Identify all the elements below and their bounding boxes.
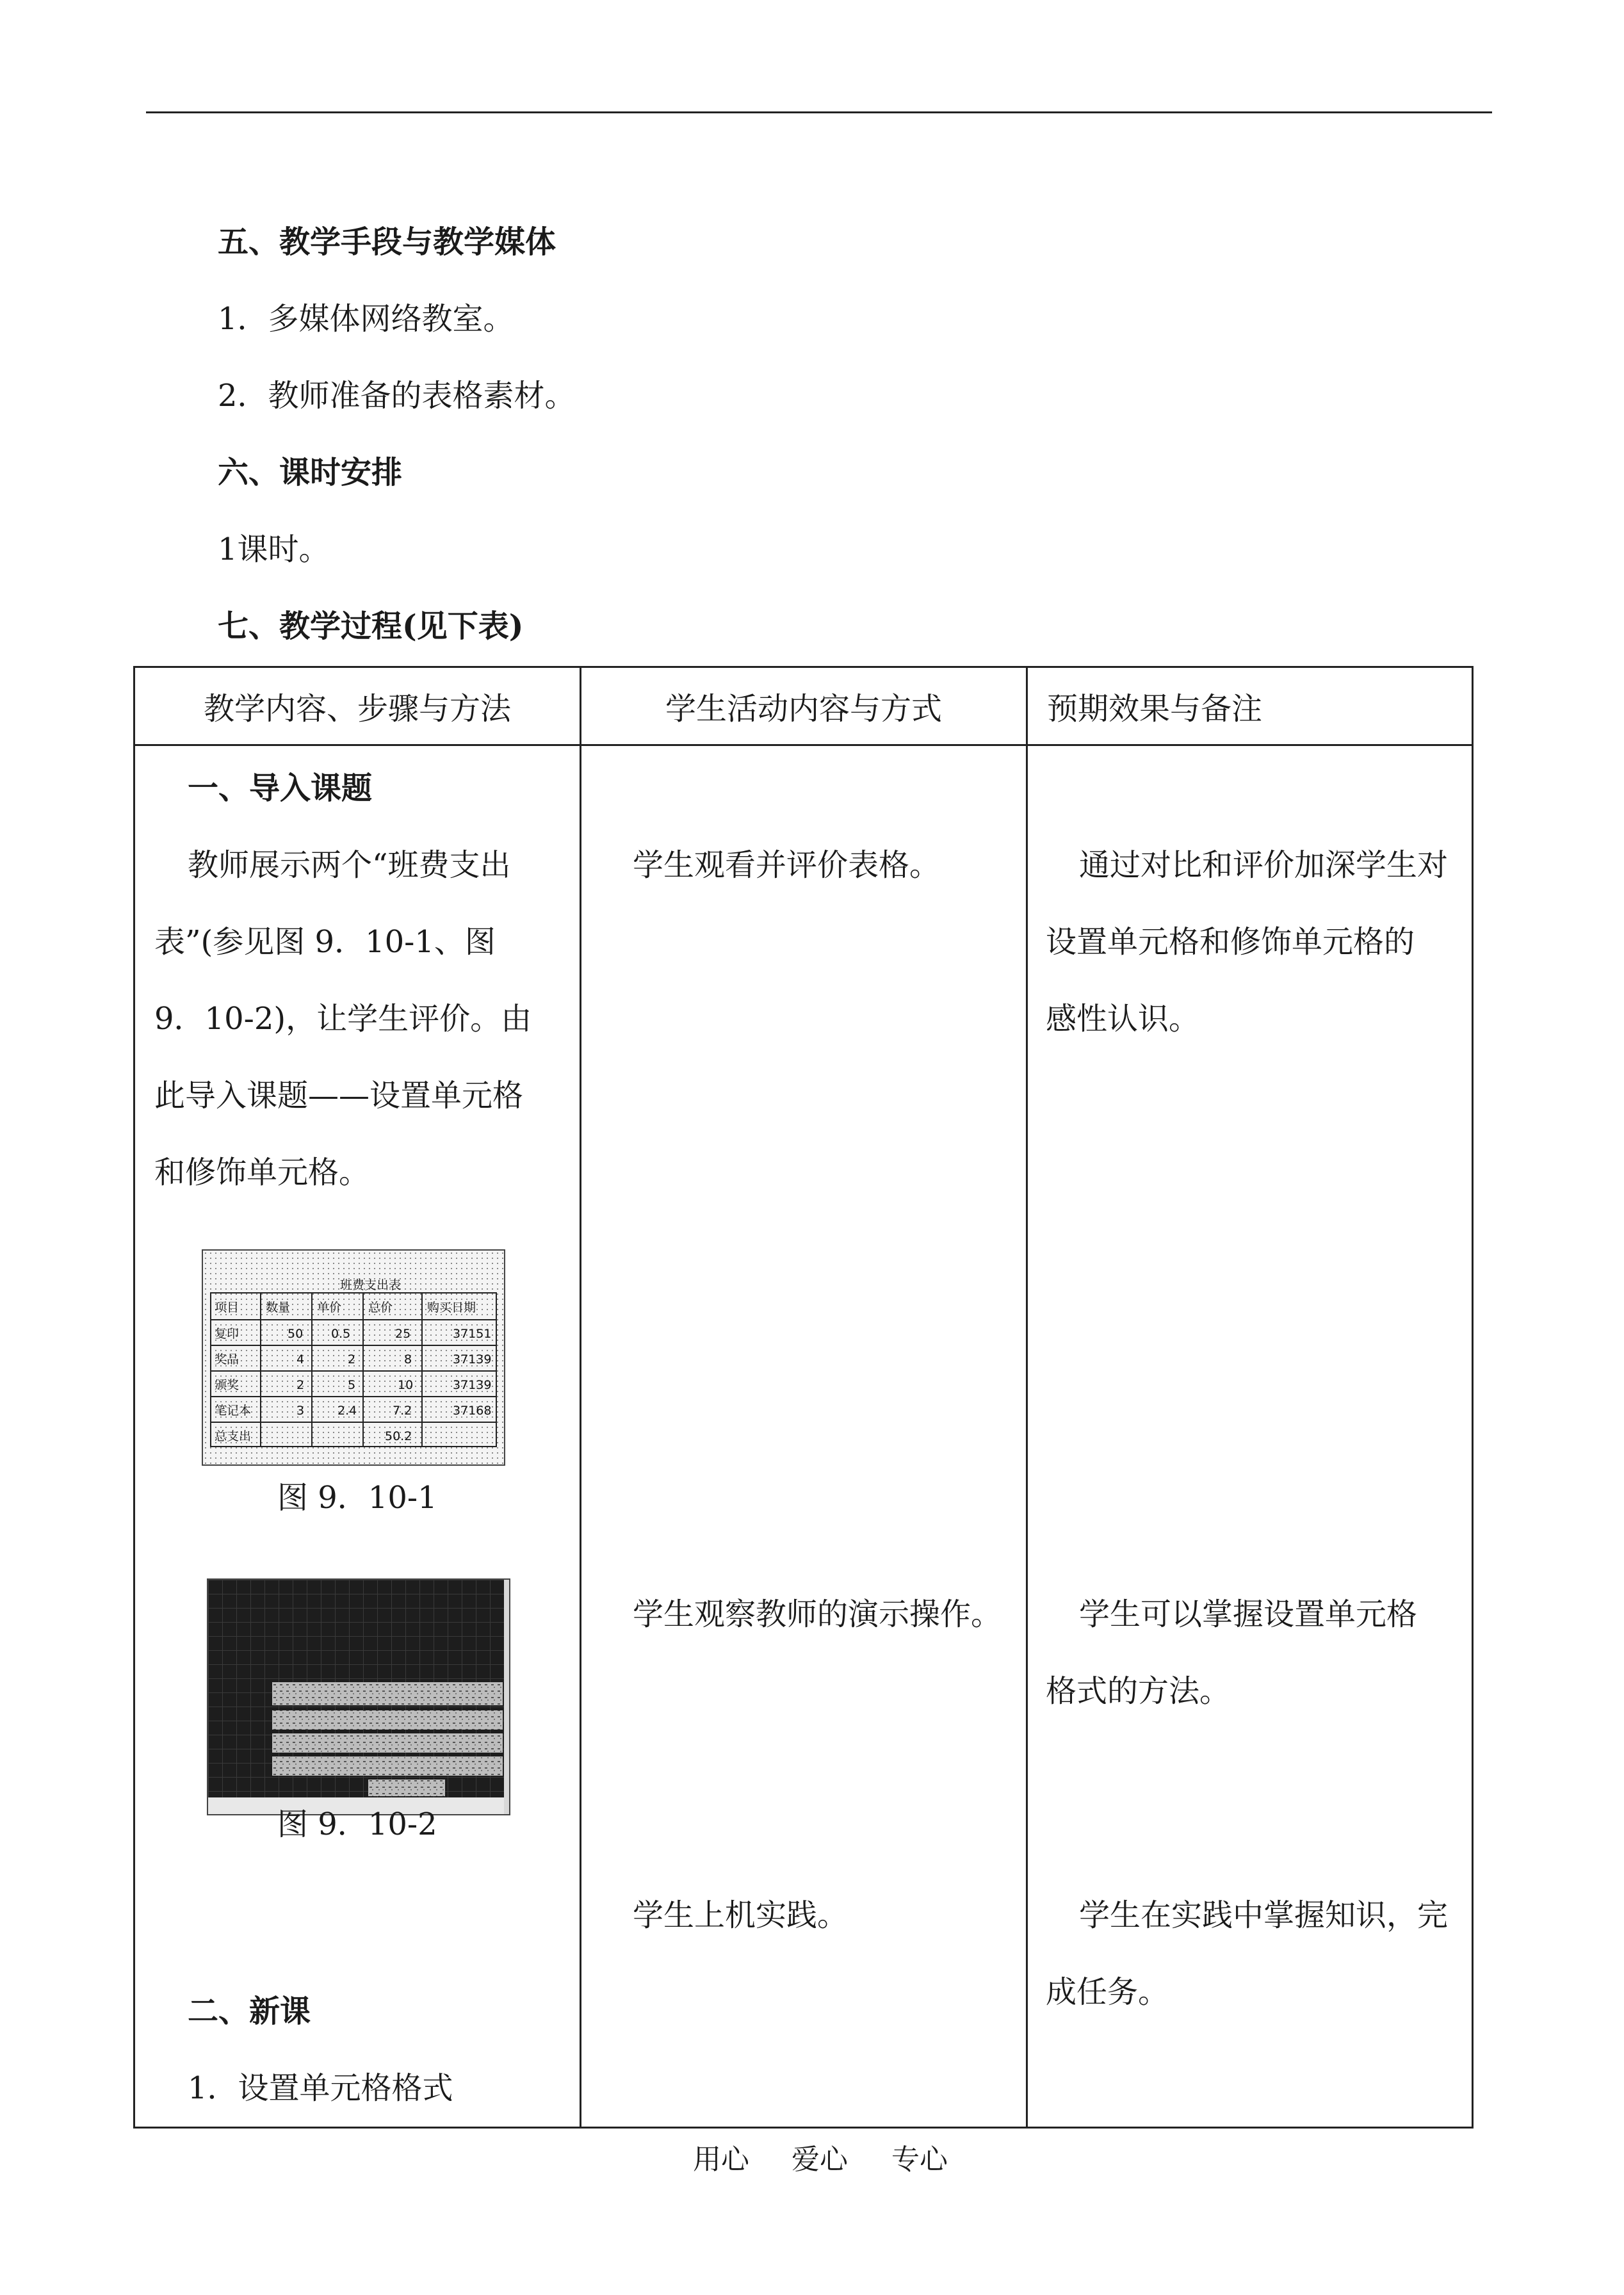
fig1-cell: 2.4: [337, 1404, 357, 1418]
fig1-col-header: 数量: [266, 1301, 291, 1315]
note-line: 感性认识。: [1046, 1001, 1200, 1037]
spreadsheet-formatted-graphic: [208, 1580, 509, 1814]
activity-1: 学生观看并评价表格。: [633, 847, 941, 883]
fig1-cell: 37151: [453, 1327, 492, 1341]
fig1-cell: 37139: [453, 1378, 492, 1392]
content-cell: [134, 745, 581, 2128]
col-header-content: 教学内容、步骤与方法: [134, 667, 581, 745]
fig1-cell: 笔记本: [215, 1404, 252, 1418]
figure-spreadsheet-formatted: [207, 1578, 510, 1815]
table-header-row: [134, 667, 1473, 745]
paragraph-line: 和修饰单元格。: [154, 1155, 370, 1190]
fig1-cell: 颁奖: [215, 1378, 240, 1392]
fig1-col-header: 项目: [215, 1301, 240, 1315]
note-line: 学生在实践中掌握知识，完: [1079, 1897, 1449, 1933]
subsection-format-cells: 1．设置单元格格式: [188, 2070, 453, 2106]
activity-cell: [581, 745, 1027, 2128]
media-item-1: 1．多媒体网络教室。: [218, 301, 514, 337]
fig1-cell: 10: [398, 1378, 414, 1392]
fig1-cell: 37168: [453, 1404, 492, 1418]
footer-word: 用心: [693, 2143, 749, 2176]
note-line: 格式的方法。: [1046, 1673, 1231, 1709]
fig1-cell: 5: [348, 1378, 356, 1392]
note-line: 成任务。: [1046, 1974, 1169, 2010]
header-rule: [146, 111, 1492, 113]
paragraph-line: 教师展示两个“班费支出: [188, 847, 511, 883]
schedule-item-1: 1课时。: [218, 531, 330, 567]
fig1-cell: 25: [395, 1327, 411, 1341]
fig1-cell: 2: [296, 1378, 305, 1392]
spreadsheet-plain-graphic: [203, 1251, 504, 1464]
table-row: [134, 745, 1473, 2128]
fig1-cell: 复印: [215, 1327, 240, 1341]
paragraph-line: 此导入课题——设置单元格: [154, 1078, 524, 1114]
col-header-activity: 学生活动内容与方式: [581, 667, 1027, 745]
activity-2: 学生观察教师的演示操作。: [633, 1596, 1002, 1632]
fig1-col-header: 总价: [368, 1301, 393, 1315]
heading-process: 七、教学过程(见下表): [218, 608, 524, 644]
footer-word: 爱心: [792, 2143, 848, 2176]
figure-spreadsheet-plain: [202, 1249, 505, 1466]
figure-caption-1: 图 9．10-1: [277, 1480, 437, 1516]
fig1-cell: 0.5: [331, 1327, 351, 1341]
fig1-cell: 2: [348, 1352, 356, 1366]
fig1-col-header: 单价: [317, 1301, 342, 1315]
col-header-notes: 预期效果与备注: [1027, 667, 1473, 745]
lesson-table: [133, 666, 1474, 2129]
fig1-cell: 总支出: [215, 1429, 252, 1443]
note-line: 学生可以掌握设置单元格: [1079, 1596, 1418, 1632]
figure-caption-2: 图 9．10-2: [277, 1806, 437, 1842]
footer-word: 专心: [891, 2143, 948, 2176]
fig1-cell: 奖品: [215, 1352, 240, 1366]
fig1-cell: 37139: [453, 1352, 492, 1366]
activity-3: 学生上机实践。: [633, 1897, 849, 1933]
note-line: 设置单元格和修饰单元格的: [1046, 924, 1415, 960]
section-title-intro: 一、导入课题: [188, 770, 373, 806]
fig1-title: 班费支出表: [340, 1278, 402, 1292]
fig1-cell: 7.2: [393, 1404, 412, 1418]
fig1-cell: 3: [296, 1404, 305, 1418]
fig1-cell: 50: [288, 1327, 304, 1341]
media-item-2: 2．教师准备的表格素材。: [218, 378, 576, 414]
fig1-cell: 8: [404, 1352, 412, 1366]
fig1-cell: 4: [296, 1352, 305, 1366]
paragraph-line: 表”(参见图 9．10-1、图: [154, 924, 496, 960]
notes-cell: [1027, 745, 1473, 2128]
heading-schedule: 六、课时安排: [218, 455, 403, 491]
fig1-col-header: 购买日期: [427, 1301, 476, 1315]
heading-teaching-media: 五、教学手段与教学媒体: [218, 224, 556, 260]
fig1-cell: 50.2: [385, 1429, 412, 1443]
section-title-new-lesson: 二、新课: [188, 1993, 311, 2029]
paragraph-line: 9．10-2)，让学生评价。由: [154, 1001, 532, 1037]
note-line: 通过对比和评价加深学生对: [1079, 847, 1449, 883]
